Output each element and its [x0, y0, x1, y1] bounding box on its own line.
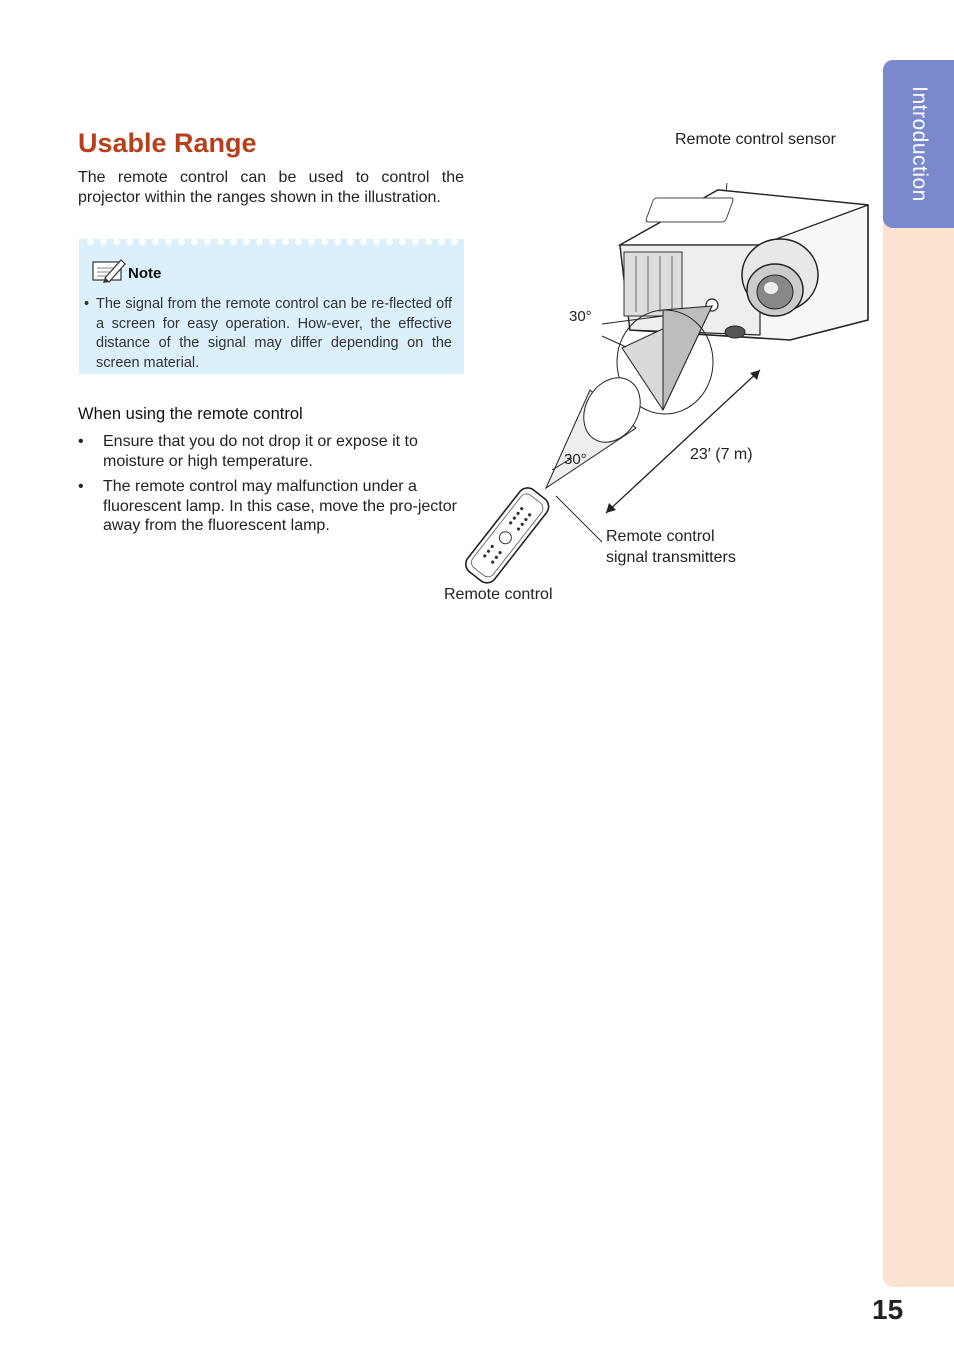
- list-item: [78, 477, 464, 536]
- note-item: [84, 295, 452, 373]
- projector-illustration: [620, 190, 868, 340]
- note-heading: Note: [128, 265, 162, 282]
- section-title: Usable Range: [78, 128, 257, 158]
- distance-label: 23′ (7 m): [690, 446, 753, 463]
- list-item-text: Ensure that you do not drop it or expose it to moisture or high temperature.: [103, 433, 418, 470]
- pencil-note-icon: [91, 256, 127, 284]
- bullet-icon: •: [78, 478, 84, 495]
- note-item-text: The signal from the remote control can be re-flected off a screen for easy operation. How-ever, the effective distance of the signal may differ depending on the screen material.: [96, 296, 452, 371]
- note-dotted-border: [84, 238, 460, 246]
- list-item: [78, 432, 464, 471]
- transmitter-range-cone: [546, 368, 652, 488]
- page-number: 15: [872, 1294, 904, 1325]
- transmitter-label-line2: signal transmitters: [606, 549, 736, 566]
- remote-control-illustration: [462, 484, 553, 587]
- usage-heading: When using the remote control: [78, 405, 303, 423]
- transmitter-label-line1: Remote control: [606, 528, 715, 545]
- remote-label: Remote control: [444, 586, 553, 603]
- angle-label-bottom: 30°: [564, 451, 587, 468]
- bullet-icon: •: [84, 296, 90, 312]
- list-item-text: The remote control may malfunction under a fluorescent lamp. In this case, move the pro-jector away from the fluorescent lamp.: [103, 478, 457, 534]
- angle-label-top: 30°: [569, 308, 592, 325]
- intro-paragraph: The remote control can be used to control the projector within the ranges shown in the illustration.: [78, 169, 464, 206]
- chapter-tab-label: Introduction: [908, 86, 931, 202]
- sensor-label: Remote control sensor: [675, 131, 836, 148]
- note-list: [84, 295, 452, 373]
- bullet-icon: •: [78, 433, 84, 450]
- usage-list: [78, 432, 464, 542]
- side-margin-strip: [883, 60, 954, 1287]
